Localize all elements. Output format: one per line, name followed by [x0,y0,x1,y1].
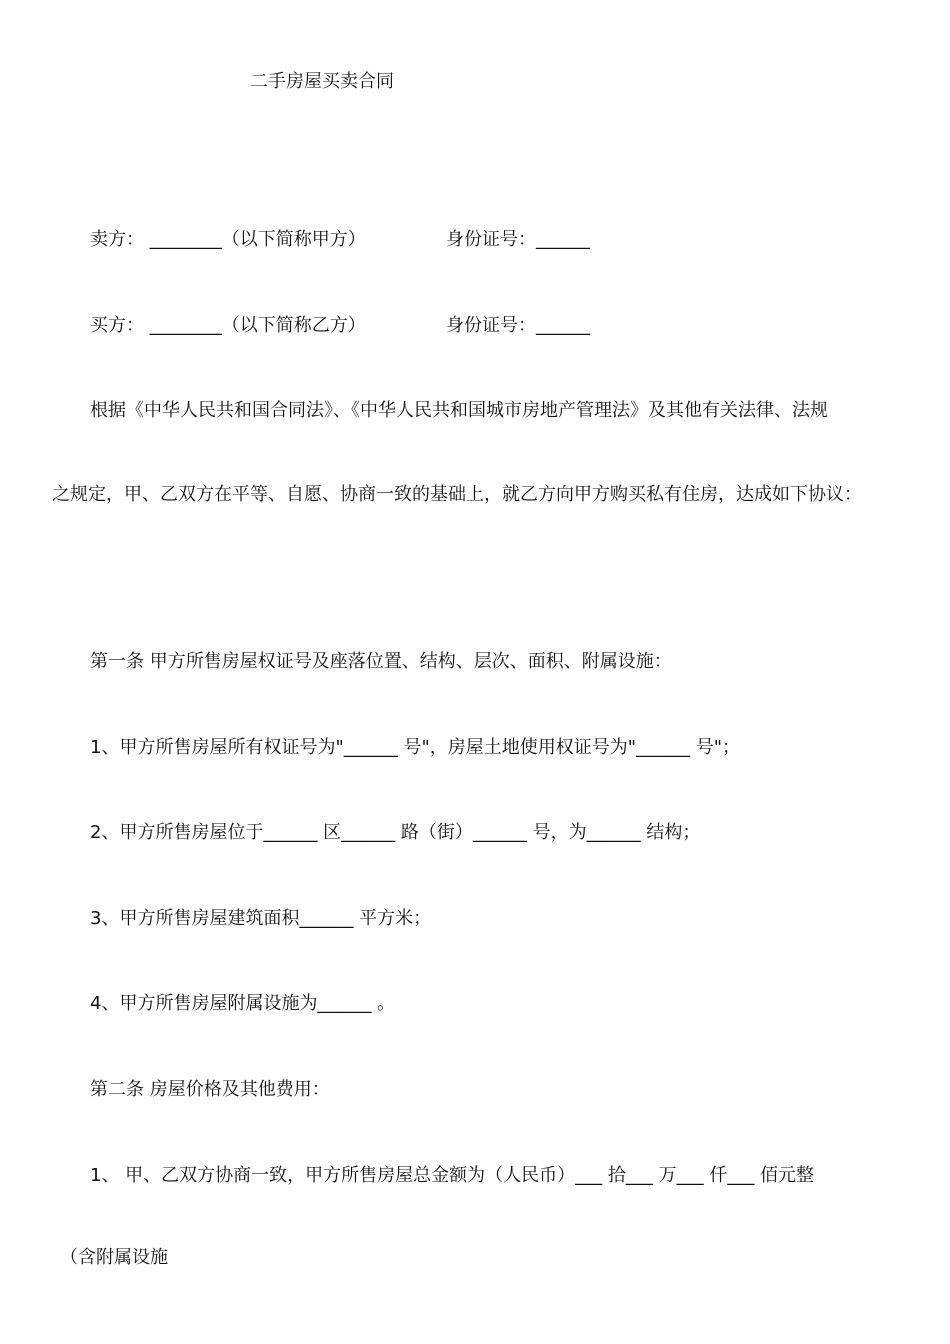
seller-line: 卖方： ________（以下简称甲方） [90,229,366,250]
article-2-heading: 第二条 房屋价格及其他费用： [90,1079,330,1100]
article-1-heading: 第一条 甲方所售房屋权证号及座落位置、结构、层次、面积、附属设施： [90,651,672,672]
article-2-continuation: （含附属设施 [60,1247,168,1268]
article-1-item: 4、甲方所售房屋附属设施为______ 。 [90,993,396,1014]
article-1-item: 2、甲方所售房屋位于______ 区______ 路（街）______ 号，为______ 结构； [90,822,701,843]
preamble-line-2: 之规定，甲、乙双方在平等、自愿、协商一致的基础上，就乙方向甲方购买私有住房，达成如下协议： [52,484,862,505]
article-1-item: 1、甲方所售房屋所有权证号为"______ 号"，房屋土地使用权证号为"______ 号"； [90,737,741,758]
buyer-line: 买方： ________（以下简称乙方） [90,315,366,336]
article-2-item: 1、 甲、乙双方协商一致，甲方所售房屋总金额为（人民币）___ 拾___ 万___ 仟___ 佰元整 [90,1165,815,1186]
article-1-item: 3、甲方所售房屋建筑面积______ 平方米； [90,908,432,929]
seller-id-line: 身份证号：______ [446,229,590,250]
buyer-id-line: 身份证号：______ [446,315,590,336]
preamble-line-1: 根据《中华人民共和国合同法》、《中华人民共和国城市房地产管理法》及其他有关法律、法规 [90,400,828,421]
contract-title: 二手房屋买卖合同 [250,71,394,92]
